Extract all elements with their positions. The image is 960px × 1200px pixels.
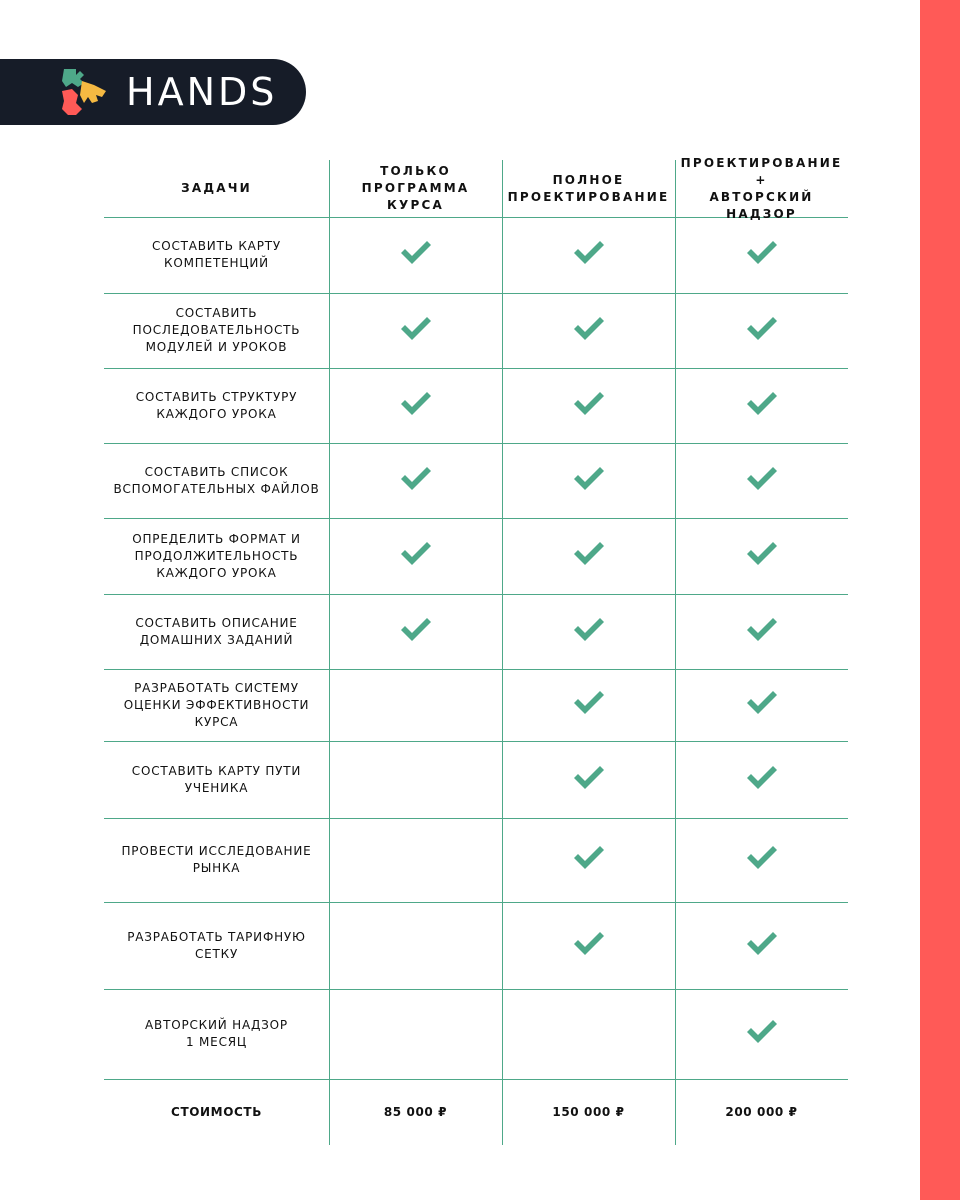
plan-cell (329, 594, 502, 669)
task-cell (104, 443, 329, 518)
plan-cell (329, 518, 502, 594)
check-icon (572, 465, 606, 497)
plan-cell (502, 518, 675, 594)
plan-cell (502, 368, 675, 443)
plan-cell (502, 989, 675, 1079)
task-label: РАЗРАБОТАТЬ ТАРИФНУЮ СЕТКУ (127, 929, 306, 961)
check-icon (572, 239, 606, 271)
plan-cell (329, 741, 502, 818)
task-cell (104, 518, 329, 594)
task-cell (104, 818, 329, 902)
plan-cell (329, 293, 502, 368)
task-label: АВТОРСКИЙ НАДЗОР 1 МЕСЯЦ (145, 1018, 288, 1049)
check-icon (745, 315, 779, 347)
plan-cell (675, 518, 848, 594)
plan-cell (675, 741, 848, 818)
task-label: СОСТАВИТЬ ПОСЛЕДОВАТЕЛЬНОСТЬ МОДУЛЕЙ И УРОКОВ (132, 306, 301, 354)
price-cell (502, 1079, 675, 1145)
check-icon (399, 315, 433, 347)
plan-cell (502, 669, 675, 741)
plan-cell (675, 443, 848, 518)
plan-cell (675, 217, 848, 293)
price-row-label: СТОИМОСТЬ (171, 1105, 262, 1119)
check-icon (572, 930, 606, 962)
price-value: 150 000 ₽ (552, 1105, 625, 1119)
plan-cell (502, 293, 675, 368)
plan-cell (329, 818, 502, 902)
header-full-design: ПОЛНОЕ ПРОЕКТИРОВАНИЕ (507, 172, 670, 204)
check-icon (572, 689, 606, 721)
check-icon (745, 1018, 779, 1050)
plan-cell (329, 217, 502, 293)
plan-cell (675, 669, 848, 741)
price-cell (675, 1079, 848, 1145)
plan-cell (502, 594, 675, 669)
check-icon (745, 689, 779, 721)
check-icon (745, 465, 779, 497)
price-value: 200 000 ₽ (725, 1105, 798, 1119)
check-icon (745, 540, 779, 572)
check-icon (572, 844, 606, 876)
plan-cell (675, 293, 848, 368)
check-icon (399, 616, 433, 648)
plan-cell (675, 594, 848, 669)
check-icon (399, 239, 433, 271)
header-cell (329, 160, 502, 217)
plan-cell (502, 902, 675, 989)
check-icon (745, 930, 779, 962)
check-icon (399, 540, 433, 572)
task-cell (104, 902, 329, 989)
check-icon (572, 540, 606, 572)
header-cell (104, 160, 329, 217)
header-cell (675, 155, 848, 221)
plan-cell (502, 741, 675, 818)
task-cell (104, 368, 329, 443)
task-cell (104, 669, 329, 741)
check-icon (399, 465, 433, 497)
check-icon (572, 390, 606, 422)
price-cell (329, 1079, 502, 1145)
check-icon (745, 390, 779, 422)
task-cell (104, 741, 329, 818)
check-icon (745, 616, 779, 648)
check-icon (399, 390, 433, 422)
plan-cell (502, 217, 675, 293)
brand-name: HANDS (126, 70, 278, 114)
plan-cell (675, 368, 848, 443)
plan-cell (329, 669, 502, 741)
check-icon (745, 239, 779, 271)
plan-cell (329, 368, 502, 443)
plan-cell (502, 443, 675, 518)
check-icon (745, 844, 779, 876)
task-cell (104, 217, 329, 293)
task-label: РАЗРАБОТАТЬ СИСТЕМУ ОЦЕНКИ ЭФФЕКТИВНОСТИ КУРСА (123, 680, 310, 729)
task-label: ПРОВЕСТИ ИССЛЕДОВАНИЕ РЫНКА (121, 844, 312, 875)
task-cell (104, 293, 329, 368)
task-label: СОСТАВИТЬ СТРУКТУРУ КАЖДОГО УРОКА (135, 389, 298, 421)
plan-cell (329, 902, 502, 989)
task-label: СОСТАВИТЬ КАРТУ КОМПЕТЕНЦИЙ (152, 239, 281, 270)
price-value: 85 000 ₽ (383, 1105, 448, 1119)
plan-cell (675, 989, 848, 1079)
header-cell (502, 160, 675, 217)
task-label: СОСТАВИТЬ КАРТУ ПУТИ УЧЕНИКА (131, 763, 302, 795)
plan-cell (675, 902, 848, 989)
plan-cell (329, 443, 502, 518)
header-design-supervision: ПРОЕКТИРОВАНИЕ + АВТОРСКИЙ НАДЗОР (680, 155, 843, 221)
check-icon (572, 764, 606, 796)
price-label-cell (104, 1079, 329, 1145)
task-label: СОСТАВИТЬ СПИСОК ВСПОМОГАТЕЛЬНЫХ ФАЙЛОВ (113, 464, 320, 496)
plan-cell (329, 989, 502, 1079)
plan-cell (675, 818, 848, 902)
plan-cell (502, 818, 675, 902)
header-program-only: ТОЛЬКО ПРОГРАММА КУРСА (361, 164, 470, 212)
check-icon (572, 315, 606, 347)
header-tasks: ЗАДАЧИ (181, 181, 252, 195)
task-cell (104, 594, 329, 669)
task-label: СОСТАВИТЬ ОПИСАНИЕ ДОМАШНИХ ЗАДАНИЙ (135, 615, 298, 647)
check-icon (572, 616, 606, 648)
check-icon (745, 764, 779, 796)
task-label: ОПРЕДЕЛИТЬ ФОРМАТ И ПРОДОЛЖИТЕЛЬНОСТЬ КАЖДОГО УРОКА (132, 531, 301, 580)
task-cell (104, 989, 329, 1079)
